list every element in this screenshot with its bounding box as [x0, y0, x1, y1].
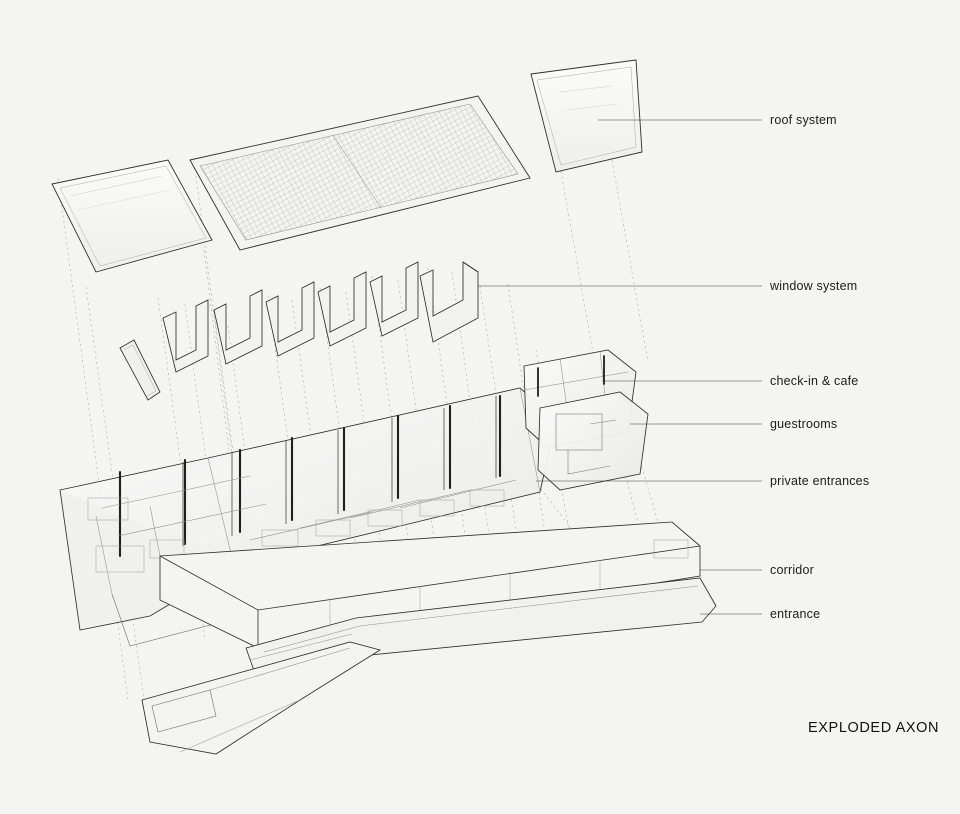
guestrooms-plan-volume	[538, 392, 648, 490]
diagram-title: EXPLODED AXON	[808, 720, 940, 736]
label-window-system: window system	[770, 279, 858, 293]
window-frame-5	[318, 272, 366, 346]
label-corridor: corridor	[770, 563, 814, 577]
label-check-in-cafe: check-in & cafe	[770, 374, 859, 388]
window-frame-1	[120, 340, 160, 400]
roof-panel-center-hatched	[190, 96, 530, 250]
window-frame-3	[214, 290, 262, 364]
window-frame-4	[266, 282, 314, 356]
window-frame-2	[163, 300, 208, 372]
window-frame-7	[420, 262, 478, 342]
label-private-entrances: private entrances	[770, 474, 870, 488]
window-frame-6	[370, 262, 418, 336]
label-roof-system: roof system	[770, 113, 837, 127]
label-entrance: entrance	[770, 607, 821, 621]
roof-panel-right	[531, 60, 642, 172]
label-guestrooms: guestrooms	[770, 417, 838, 431]
window-frame-modules	[120, 262, 478, 400]
roof-panel-left	[52, 160, 212, 272]
